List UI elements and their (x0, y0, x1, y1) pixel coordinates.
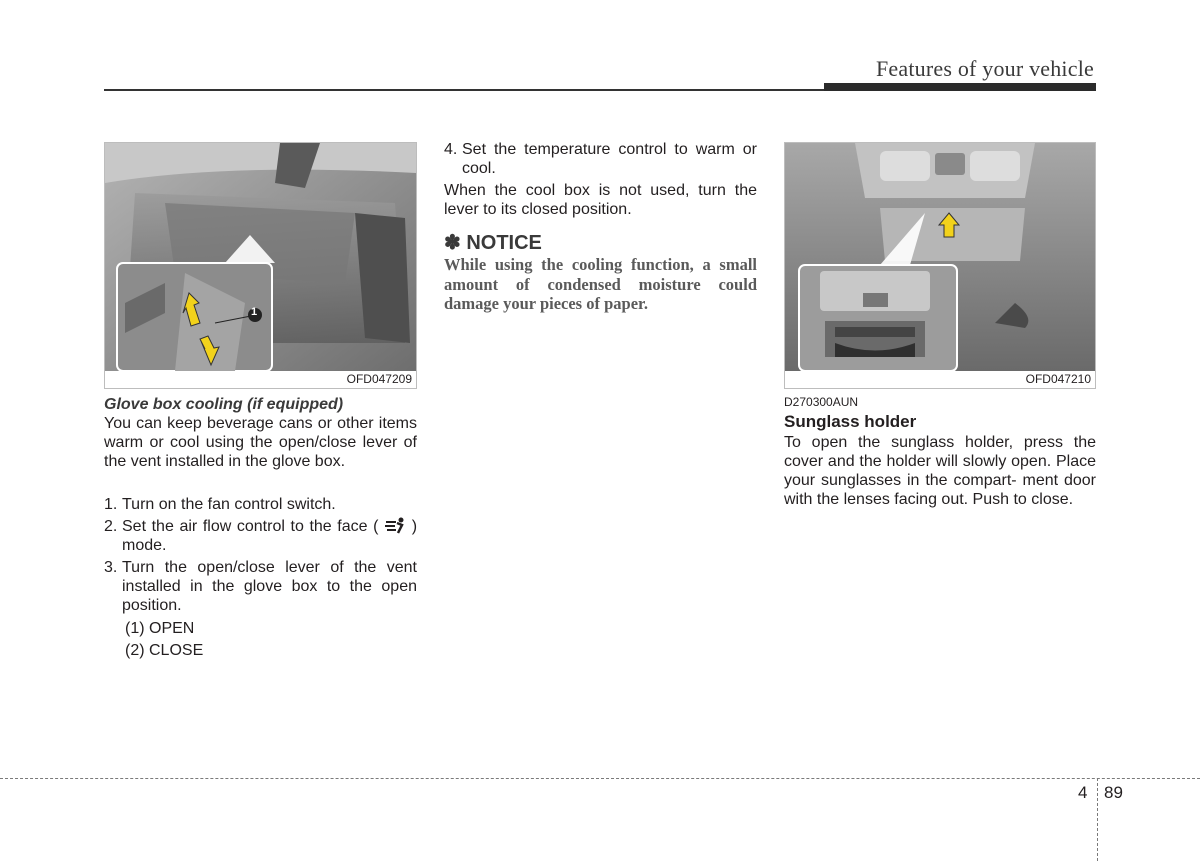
left-column (104, 395, 417, 662)
face-mode-icon (384, 517, 406, 535)
header-rule (104, 89, 826, 91)
section-code: D270300AUN (784, 395, 859, 409)
list-text: Turn the open/close lever of the vent installed in the glove box to the open position. (122, 559, 417, 614)
list-number: 4. (444, 141, 458, 158)
list-number: 2. (104, 518, 118, 535)
glovebox-photo (105, 143, 416, 371)
intro-paragraph: You can keep beverage cans or other items warm or cool using the open/close lever of the vent installed in the glove box. (104, 415, 417, 470)
section-heading: Sunglass holder (784, 412, 917, 431)
notice-body: While using the cooling function, a small amount of condensed moisture could damage your pieces of paper. (444, 255, 757, 313)
sub-list-item: (1) OPEN (125, 620, 195, 637)
running-header: Features of your vehicle (875, 56, 1094, 81)
list-text: Turn on the fan control switch. (122, 496, 336, 513)
sunglass-photo (785, 143, 1095, 371)
cool-box-paragraph: When the cool box is not used, turn the lever to its closed position. (444, 182, 757, 218)
list-item (104, 495, 417, 514)
list-text: Set the temperature control to warm or cool. (462, 141, 757, 177)
right-column (784, 395, 1096, 509)
footer-divider (1097, 778, 1098, 861)
list-number: 3. (104, 559, 118, 576)
header-rule-thick (824, 83, 1096, 91)
sub-list (104, 618, 417, 662)
list-text: ) mode. (122, 518, 418, 554)
figure-code: OFD047210 (1025, 372, 1091, 386)
footer-rule (0, 778, 1200, 779)
list-number: 1. (104, 496, 118, 513)
sunglass-figure (784, 142, 1096, 389)
glovebox-figure (104, 142, 417, 389)
figure-code: OFD047209 (346, 372, 412, 386)
page-number: 89 (1104, 783, 1123, 802)
list-text: Set the air flow control to the face ( (122, 518, 379, 535)
callout-number: 1 (251, 306, 258, 318)
list-item (444, 140, 757, 178)
middle-column (444, 140, 757, 314)
notice-title: ✽ NOTICE (444, 232, 542, 254)
list-item (104, 558, 417, 615)
sunglass-paragraph: To open the sunglass holder, press the cover and the holder will slowly open. Place your sunglasses in the compart- ment door with the lenses facing out. Push to close. (784, 434, 1096, 508)
list-item (104, 517, 417, 555)
sub-list-item: (2) CLOSE (125, 642, 204, 659)
section-caption: Glove box cooling (if equipped) (104, 396, 344, 413)
chapter-number: 4 (1078, 783, 1088, 802)
